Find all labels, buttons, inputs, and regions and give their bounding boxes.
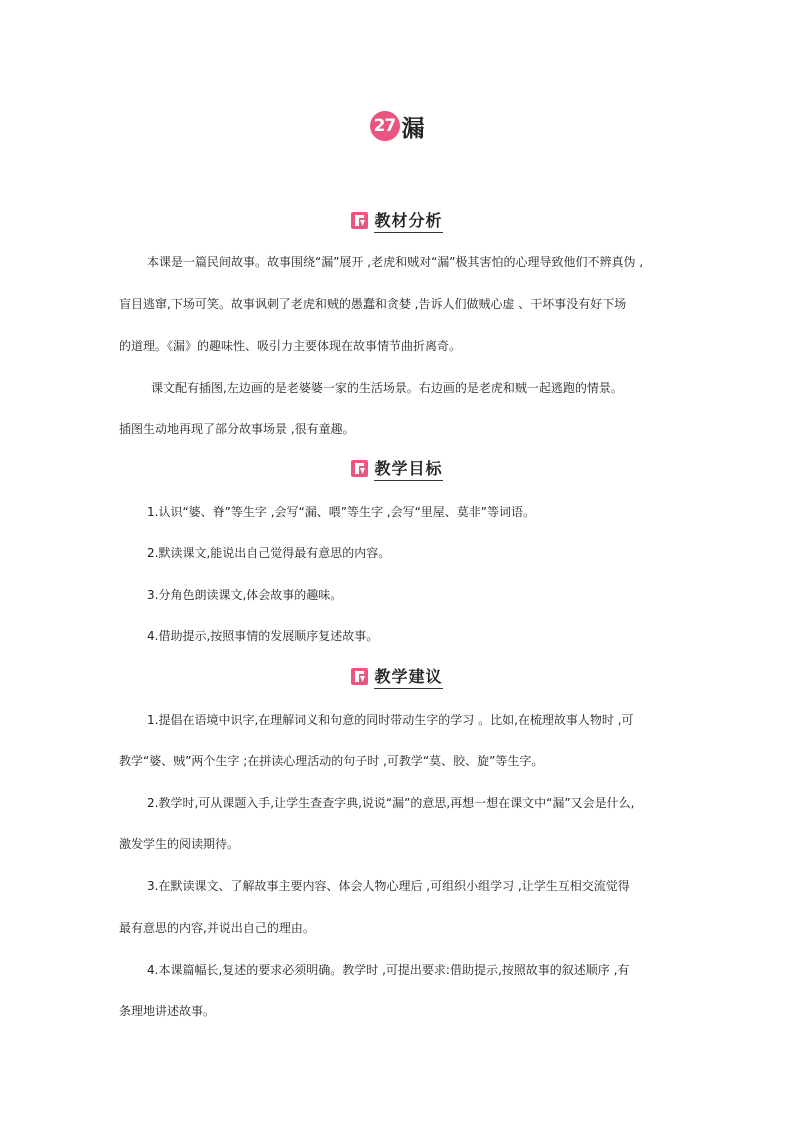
- section-heading-goals: [0, 456, 794, 480]
- analysis-line: 的道理。《漏》的趣味性、吸引力主要体现在故事情节曲折离奇。: [119, 339, 462, 353]
- suggestion-line: 4.本课篇幅长,复述的要求必须明确。教学时 ,可提出要求:借助提示,按照故事的叙述顺序 ,有: [147, 963, 630, 977]
- suggestion-line: 2.教学时,可从课题入手,让学生查查字典,说说“漏”的意思,再想一想在课文中“漏”又会是什么,: [147, 796, 635, 810]
- lesson-title: [0, 110, 794, 142]
- section-label: 教学目标: [374, 456, 442, 481]
- bookmark-icon: [351, 460, 368, 477]
- suggestion-line: 最有意思的内容,并说出自己的理由。: [119, 921, 315, 935]
- analysis-line: 盲目逃窜,下场可笑。故事讽刺了老虎和贼的愚蠢和贪婪 ,告诉人们做贼心虚 、干坏事没有好下场: [119, 297, 627, 311]
- goal-item: 4.借助提示,按照事情的发展顺序复述故事。: [147, 629, 379, 643]
- suggestion-line: 3.在默读课文、了解故事主要内容、体会人物心理后 ,可组织小组学习 ,让学生互相交流觉得: [147, 879, 630, 893]
- bookmark-icon: [351, 212, 368, 229]
- bookmark-icon: [351, 668, 368, 685]
- suggestion-line: 条理地讲述故事。: [119, 1004, 216, 1018]
- suggestion-line: 教学“婆、贼”两个生字 ;在拼读心理活动的句子时 ,可教学“莫、胶、旋”等生字。: [119, 754, 544, 768]
- goal-item: 3.分角色朗读课文,体会故事的趣味。: [147, 588, 343, 602]
- lesson-number-badge: 27: [370, 111, 400, 141]
- section-heading-suggestions: [0, 664, 794, 688]
- suggestion-line: 激发学生的阅读期待。: [119, 837, 240, 851]
- analysis-line: 本课是一篇民间故事。故事围绕“漏”展开 ,老虎和贼对“漏”极其害怕的心理导致他们不辨真伪 ,: [147, 255, 644, 269]
- section-heading-analysis: [0, 208, 794, 232]
- analysis-line: 插图生动地再现了部分故事场景 ,很有童趣。: [119, 422, 355, 436]
- section-label: 教学建议: [374, 664, 442, 689]
- suggestion-line: 1.提倡在语境中识字,在理解词义和句意的同时带动生字的学习 。比如,在梳理故事人物时 ,可: [147, 713, 634, 727]
- lesson-title-text: 漏: [401, 115, 425, 142]
- goal-item: 2.默读课文,能说出自己觉得最有意思的内容。: [147, 546, 391, 560]
- section-label: 教材分析: [374, 208, 442, 233]
- analysis-line: 课文配有插图,左边画的是老婆婆一家的生活场景。右边画的是老虎和贼一起逃跑的情景。: [151, 381, 623, 395]
- goal-item: 1.认识“婆、脊”等生字 ,会写“漏、喂”等生字 ,会写“里屋、莫非”等词语。: [147, 505, 536, 519]
